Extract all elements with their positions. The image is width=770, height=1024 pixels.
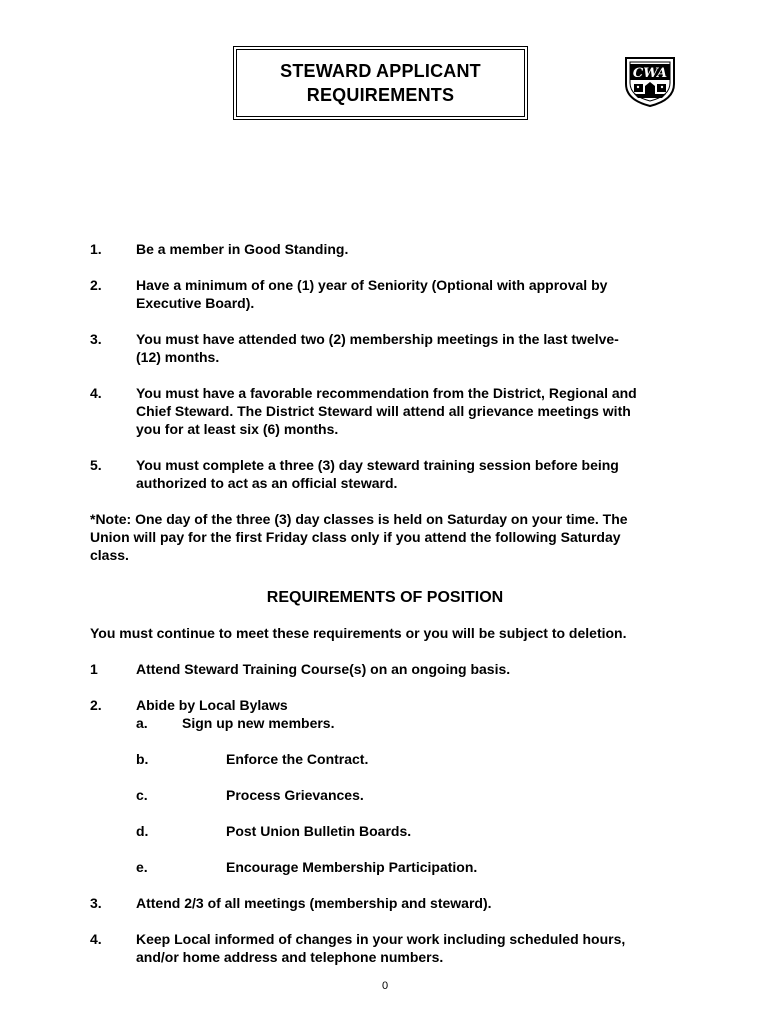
title-box [233, 46, 528, 120]
logo-word: CWA [632, 66, 668, 81]
note-line: Union will pay for the first Friday class only if you attend the following Saturday [90, 529, 621, 545]
applicant-item-4 [90, 384, 690, 438]
sub-item-b [136, 750, 690, 768]
position-item-1 [90, 660, 690, 678]
sub-item-c [136, 786, 690, 804]
applicant-item-5 [90, 456, 690, 492]
note-line: class. [90, 547, 129, 563]
item-number: 1. [90, 241, 102, 257]
item-text-line: Keep Local informed of changes in your work including scheduled hours, [136, 931, 626, 947]
cwa-shield-icon [622, 54, 678, 108]
item-text-line: You must have attended two (2) membership meetings in the last twelve- [136, 331, 619, 347]
title-box-inner [236, 49, 525, 117]
position-item-3 [90, 894, 690, 912]
item-text: Attend Steward Training Course(s) on an ongoing basis. [136, 661, 511, 677]
item-number: 1 [90, 661, 98, 677]
document-body [90, 240, 690, 966]
item-number: 2. [90, 277, 102, 293]
sub-item-a [136, 714, 690, 732]
sub-item-letter: d. [136, 823, 149, 839]
item-text: Attend 2/3 of all meetings (membership and steward). [136, 895, 492, 911]
sub-item-letter: e. [136, 859, 148, 875]
applicant-item-3 [90, 330, 690, 366]
item-text-line: and/or home address and telephone numbers. [136, 949, 444, 965]
item-number: 5. [90, 457, 102, 473]
sub-item-text: Post Union Bulletin Boards. [226, 823, 412, 839]
item-text-line: You must have a favorable recommendation from the District, Regional and [136, 385, 637, 401]
sub-item-letter: a. [136, 715, 148, 731]
item-text-line: Executive Board). [136, 295, 255, 311]
position-item-2 [90, 696, 690, 714]
applicant-item-2 [90, 276, 690, 312]
sub-item-text: Process Grievances. [226, 787, 364, 803]
sub-item-text: Sign up new members. [182, 715, 335, 731]
note-line: *Note: One day of the three (3) day classes is held on Saturday on your time. The [90, 511, 628, 527]
item-number: 4. [90, 931, 102, 947]
title-line-1: STEWARD APPLICANT [280, 61, 481, 81]
section-intro: You must continue to meet these requirements or you will be subject to deletion. [90, 625, 627, 641]
sub-item-text: Encourage Membership Participation. [226, 859, 478, 875]
item-text-line: you for at least six (6) months. [136, 421, 339, 437]
item-text-line: Have a minimum of one (1) year of Seniority (Optional with approval by [136, 277, 608, 293]
cwa-logo [622, 54, 678, 108]
item-text-line: Chief Steward. The District Steward will attend all grievance meetings with [136, 403, 631, 419]
applicant-item-1 [90, 240, 690, 258]
page-number: 0 [381, 980, 389, 992]
sub-item-text: Enforce the Contract. [226, 751, 369, 767]
title-line-2: REQUIREMENTS [306, 85, 455, 105]
item-number: 4. [90, 385, 102, 401]
sub-item-e [136, 858, 690, 876]
item-text-line: (12) months. [136, 349, 220, 365]
item-text-line: You must complete a three (3) day steward training session before being [136, 457, 619, 473]
item-number: 3. [90, 331, 102, 347]
item-text: Abide by Local Bylaws [136, 697, 288, 713]
sub-item-letter: c. [136, 787, 148, 803]
sub-item-letter: b. [136, 751, 149, 767]
item-number: 2. [90, 697, 102, 713]
sub-item-d [136, 822, 690, 840]
item-number: 3. [90, 895, 102, 911]
note-paragraph [90, 510, 690, 564]
section-heading: REQUIREMENTS OF POSITION [266, 589, 504, 606]
item-text-line: authorized to act as an official steward. [136, 475, 398, 491]
item-text: Be a member in Good Standing. [136, 241, 349, 257]
position-item-4 [90, 930, 690, 966]
